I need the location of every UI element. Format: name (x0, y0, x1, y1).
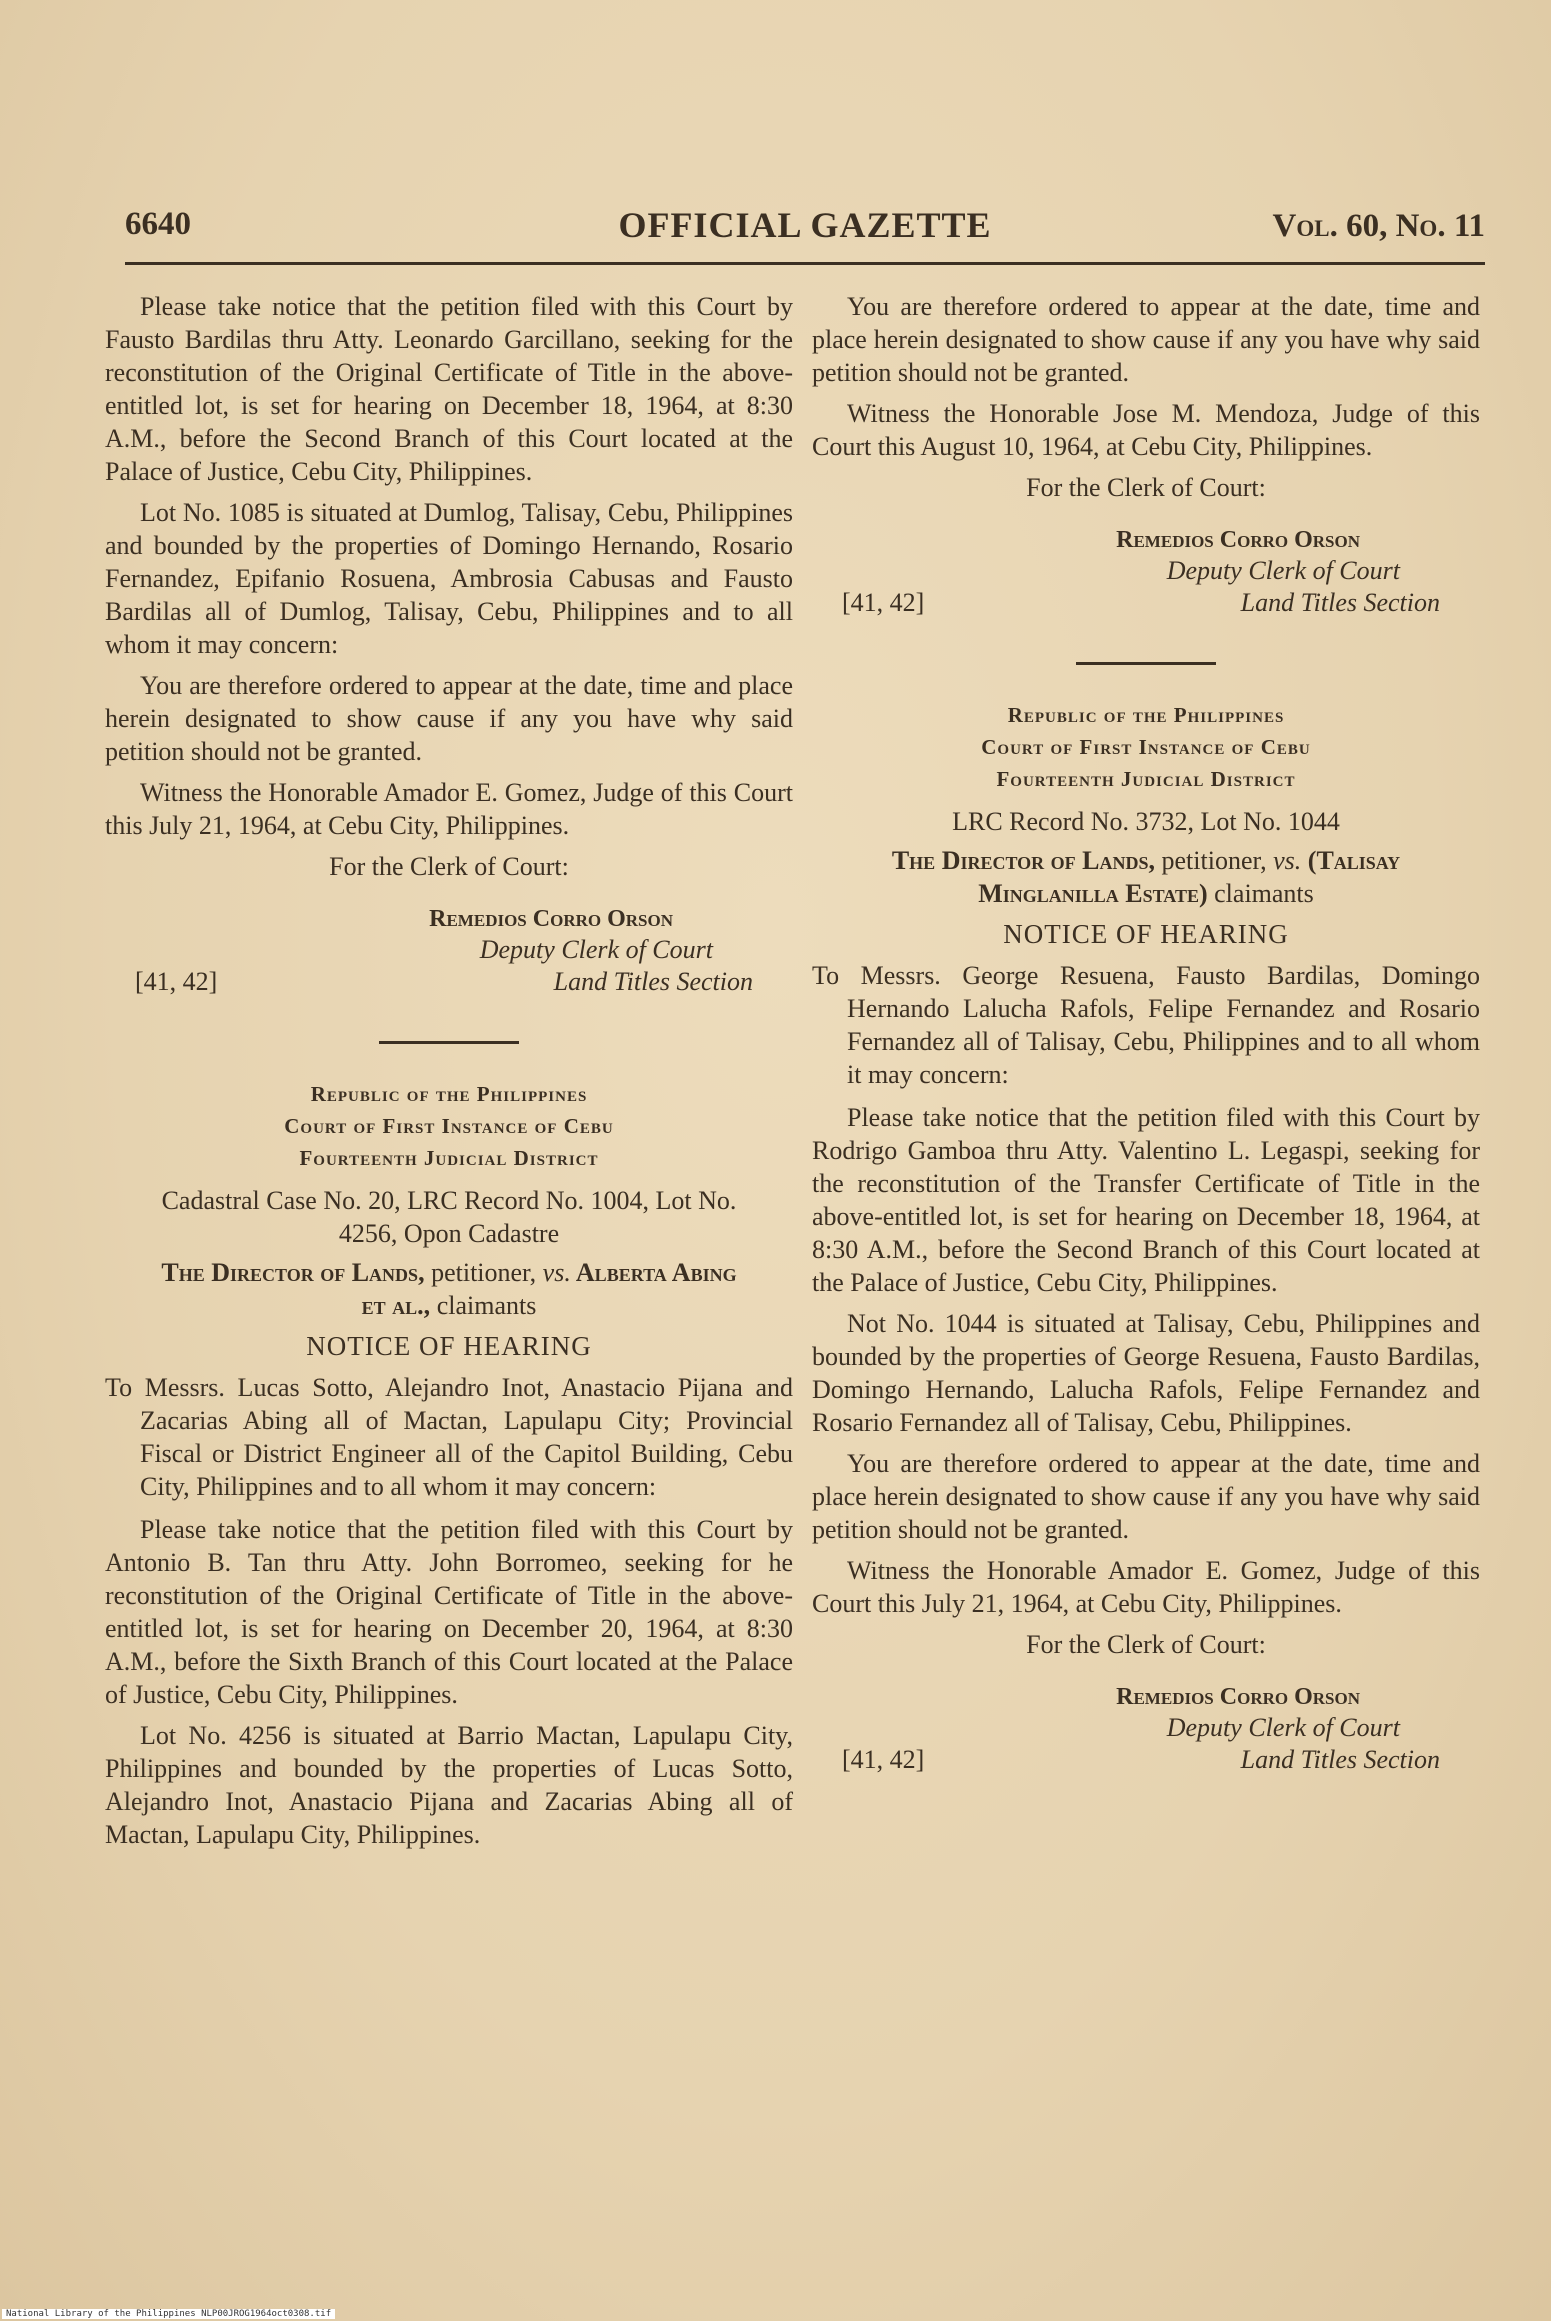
party-role: claimants (430, 1291, 537, 1320)
addressees: To Messrs. Lucas Sotto, Alejandro Inot, Anastacio Pijana and Zacarias Abing all of Mactan, Lapulapu City; Provincial Fiscal or District Engineer all of the Capitol Building, Cebu City, Philippines and to all whom it may concern: (105, 1373, 793, 1501)
court-heading (812, 699, 1480, 795)
paragraph: Witness the Honorable Amador E. Gomez, Judge of this Court this July 21, 1964, at Cebu City, Philippines. (812, 1556, 1480, 1618)
court-line: Fourteenth Judicial District (299, 1146, 599, 1170)
signature-block (812, 524, 1480, 644)
section-name: Land Titles Section (553, 967, 753, 996)
addressees: To Messrs. George Resuena, Fausto Bardilas, Domingo Hernando Lalucha Rafols, Felipe Fernandez and Rosario Fernandez all of Talisay, Cebu, Philippines and to all whom it may concern: (812, 961, 1480, 1089)
issue-reference: [41, 42] (135, 967, 218, 996)
paragraph: You are therefore ordered to appear at the date, time and place herein designated to show cause if any you have why said petition should not be granted. (105, 671, 793, 766)
paragraph: Please take notice that the petition filed with this Court by Antonio B. Tan thru Atty. John Borromeo, seeking for he reconstitution of the Original Certificate of Title in the above-entitled lot, is set for hearing on December 20, 1964, at 8:30 A.M., before the Sixth Branch of this Court located at the Palace of Justice, Cebu City, Philippines. (105, 1515, 793, 1709)
volume-number: Vol. 60, No. 11 (1272, 208, 1485, 244)
paragraph: Not No. 1044 is situated at Talisay, Cebu, Philippines and bounded by the properties of George Resuena, Fausto Bardilas, Domingo Hernando, Lalucha Rafols, Felipe Fernandez and Rosario Fernandez all of Talisay, Cebu, Philippines. (812, 1309, 1480, 1437)
paragraph: You are therefore ordered to appear at the date, time and place herein designated to show cause if any you have why said petition should not be granted. (812, 292, 1480, 387)
scan-footer: National Library of the Philippines NLP00JROG1964oct0308.tif (2, 2309, 335, 2319)
party-name: The Director of Lands, (891, 846, 1156, 875)
section-divider (1076, 662, 1216, 665)
for-clerk-label: For the Clerk of Court: (1026, 1630, 1266, 1659)
page-header (125, 200, 1485, 260)
paragraph: Please take notice that the petition filed with this Court by Rodrigo Gamboa thru Atty. Valentino L. Legaspi, seeking for the reconstitution of the Transfer Certificate of Title in the above-entitled lot, is set for hearing on December 18, 1964, at 8:30 A.M., before the Second Branch of this Court located at the Palace of Justice, Cebu City, Philippines. (812, 1103, 1480, 1297)
party-role: petitioner, (424, 1258, 543, 1287)
paragraph: Please take notice that the petition filed with this Court by Fausto Bardilas thru Atty. Leonardo Garcillano, seeking for the reconstitution of the Original Certificate of Title in the above-entitled lot, is set for hearing on December 18, 1964, at 8:30 A.M., before the Second Branch of this Court located at the Palace of Justice, Cebu City, Philippines. (105, 292, 793, 486)
case-parties (105, 1256, 793, 1322)
paragraph: Witness the Honorable Jose M. Mendoza, Judge of this Court this August 10, 1964, at Cebu City, Philippines. (812, 399, 1480, 461)
issue-reference: [41, 42] (842, 1745, 925, 1774)
court-line: Court of First Instance of Cebu (284, 1114, 614, 1138)
signatory-name: Remedios Corro Orson (429, 906, 673, 932)
section-name: Land Titles Section (1240, 588, 1440, 617)
court-heading (105, 1078, 793, 1174)
for-clerk-label: For the Clerk of Court: (329, 852, 569, 881)
party-name: (Talisay Minglanilla Estate) (978, 846, 1401, 908)
left-column (105, 290, 793, 1859)
paragraph: Lot No. 4256 is situated at Barrio Mactan, Lapulapu City, Philippines and bounded by the properties of Lucas Sotto, Alejandro Inot, Anastacio Pijana and Zacarias Abing all of Mactan, Lapulapu City, Philippines. (105, 1721, 793, 1849)
notice-title: NOTICE OF HEARING (1003, 919, 1289, 949)
publication-title: OFFICIAL GAZETTE (618, 205, 992, 245)
case-number: Cadastral Case No. 20, LRC Record No. 1004, Lot No. 4256, Opon Cadastre (161, 1186, 737, 1248)
signatory-name: Remedios Corro Orson (1116, 527, 1360, 553)
party-name: The Director of Lands, (161, 1258, 425, 1287)
header-rule (125, 262, 1485, 265)
section-divider (379, 1041, 519, 1044)
versus: vs. (1273, 846, 1302, 875)
page-number: 6640 (125, 206, 191, 242)
court-line: Republic of the Philippines (310, 1082, 588, 1106)
notice-title: NOTICE OF HEARING (306, 1331, 592, 1361)
case-parties (812, 844, 1480, 910)
court-line: Fourteenth Judicial District (996, 767, 1296, 791)
versus: vs. (542, 1258, 571, 1287)
section-name: Land Titles Section (1240, 1745, 1440, 1774)
paragraph: You are therefore ordered to appear at the date, time and place herein designated to show cause if any you have why said petition should not be granted. (812, 1449, 1480, 1544)
court-line: Court of First Instance of Cebu (981, 735, 1311, 759)
paragraph: Lot No. 1085 is situated at Dumlog, Talisay, Cebu, Philippines and bounded by the properties of Domingo Hernando, Rosario Fernandez, Epifanio Rosuena, Ambrosia Cabusas and Fausto Bardilas all of Dumlog, Talisay, Cebu, Philippines and to all whom it may concern: (105, 498, 793, 659)
case-number: LRC Record No. 3732, Lot No. 1044 (952, 807, 1340, 836)
party-name: Alberta Abing et al., (361, 1258, 737, 1320)
for-clerk-label: For the Clerk of Court: (1026, 473, 1266, 502)
signatory-title: Deputy Clerk of Court (479, 935, 713, 964)
signatory-title: Deputy Clerk of Court (1166, 1713, 1400, 1742)
signatory-title: Deputy Clerk of Court (1166, 556, 1400, 585)
paragraph: Witness the Honorable Amador E. Gomez, Judge of this Court this July 21, 1964, at Cebu City, Philippines. (105, 778, 793, 840)
party-role: claimants (1207, 879, 1314, 908)
right-column (812, 290, 1480, 1801)
signature-block (105, 903, 793, 1023)
signatory-name: Remedios Corro Orson (1116, 1684, 1360, 1710)
issue-reference: [41, 42] (842, 588, 925, 617)
party-role: petitioner, (1155, 846, 1274, 875)
signature-block (812, 1681, 1480, 1801)
court-line: Republic of the Philippines (1007, 703, 1285, 727)
